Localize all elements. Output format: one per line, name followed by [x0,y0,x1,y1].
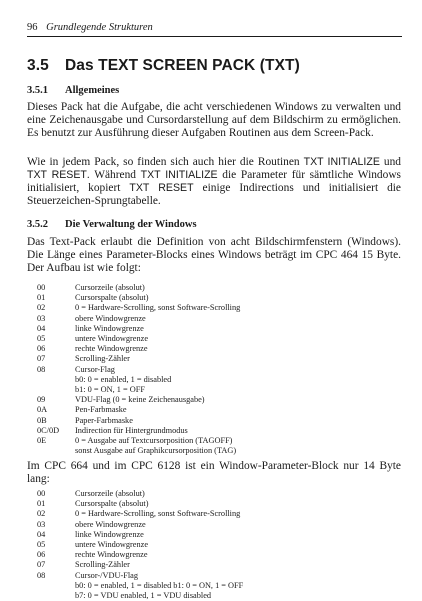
list-item [37,375,402,385]
parameter-list-cpc464 [37,283,402,456]
subsection-heading-allgemeines [27,85,119,96]
offset-code [37,581,75,591]
offset-code: 00 [37,489,46,498]
list-item [37,540,402,550]
offset-description: Pen-Farbmaske [75,405,127,415]
list-item [37,520,402,530]
offset-code [37,375,75,385]
offset-code: 04 [37,323,46,333]
list-item [37,571,402,581]
list-item [37,489,402,499]
list-item [37,405,402,415]
paragraph-intro: Dieses Pack hat die Aufgabe, die acht verschiedenen Windows zu verwalten und eine Zeichenausgabe und Cursordarstellung auf dem Bildschirm zu ermöglichen. Es benutzt zur Ausführung dieser Aufgaben Routinen aus dem Screen-Pack. [27,101,401,139]
offset-description: obere Windowgrenze [75,313,146,323]
section-heading [27,57,407,75]
offset-code: 06 [37,550,46,560]
list-item [37,303,402,313]
offset-code: 07 [37,560,46,570]
offset-code: 02 [37,303,46,313]
offset-code: 03 [37,313,46,323]
list-item [37,509,402,519]
parameter-list-cpc664-6128 [37,489,402,601]
offset-description: 0 = Hardware-Scrolling, sonst Software-Scrolling [75,303,241,313]
routine-name: TXT INITIALIZE [303,156,380,168]
list-item [37,293,402,303]
list-item [37,344,402,354]
paragraph-routines [27,156,401,208]
offset-description: Cursorzeile (absolut) [75,283,145,292]
routine-name: TXT RESET [129,182,194,194]
offset-code: 04 [37,529,46,539]
offset-code: 05 [37,334,46,344]
offset-code: 08 [37,364,46,374]
offset-code: 0A [37,405,48,415]
offset-description: 0 = Ausgabe auf Textcursorposition (TAGOFF) [75,436,233,446]
offset-description: obere Windowgrenze [75,519,146,529]
offset-code: 01 [37,499,46,509]
paragraph-parameter-block: Das Text-Pack erlaubt die Definition von acht Bildschirmfenstern (Windows). Die Länge eines Parameter-Blocks eines Windows beträgt im CPC 464 15 Byte. Der Aufbau ist wie folgt: [27,236,401,274]
text-run: . Während [86,169,141,181]
offset-code [37,385,75,395]
offset-code: 0C/0D [37,425,60,435]
offset-description: rechte Windowgrenze [75,344,148,354]
list-item [37,560,402,570]
offset-description: Cursor-Flag [75,364,115,374]
list-item [37,385,402,395]
text-run: und [379,156,401,168]
list-item [37,530,402,540]
offset-description: Cursor-/VDU-Flag [75,570,138,580]
list-item [37,591,402,601]
offset-description: Indirection für Hintergrundmodus [75,425,188,435]
offset-code: 05 [37,540,46,550]
paragraph-cpc664-6128: Im CPC 664 und im CPC 6128 ist ein Window-Parameter-Block nur 14 Byte lang: [27,460,401,485]
running-header [27,22,402,37]
offset-description: rechte Windowgrenze [75,550,148,560]
text-run: die Parameter für sämtliche Windows initialisiert, kopiert [27,169,401,194]
list-item [37,365,402,375]
list-item [37,550,402,560]
subsection-heading-windows [27,219,197,230]
offset-description: b7: 0 = VDU enabled, 1 = VDU disabled [75,591,212,601]
offset-description: Cursorspalte (absolut) [75,499,149,509]
routine-name: TXT RESET [27,169,87,181]
offset-description: sonst Ausgabe auf Graphikcursorposition (TAG) [75,446,237,456]
list-item [37,324,402,334]
offset-description: 0 = Hardware-Scrolling, sonst Software-Scrolling [75,509,241,519]
list-item [37,416,402,426]
subsection-title: Die Verwaltung der Windows [65,219,197,230]
offset-code: 07 [37,354,46,364]
offset-code: 09 [37,395,46,405]
offset-description: Scrolling-Zähler [75,354,130,364]
offset-description: VDU-Flag (0 = keine Zeichenausgabe) [75,395,205,405]
subsection-number: 3.5.2 [27,219,48,230]
list-item [37,283,402,293]
offset-description: Paper-Farbmaske [75,415,133,425]
offset-description: untere Windowgrenze [75,334,149,344]
list-item [37,426,402,436]
offset-description: linke Windowgrenze [75,529,144,539]
list-item [37,354,402,364]
offset-description: b0: 0 = enabled, 1 = disabled [75,374,172,384]
offset-description: Cursorzeile (absolut) [75,489,145,498]
subsection-title: Allgemeines [65,85,120,96]
offset-code: 00 [37,283,46,292]
subsection-number: 3.5.1 [27,85,48,96]
offset-code: 01 [37,293,46,303]
offset-description: b0: 0 = enabled, 1 = disabled b1: 0 = ON, 1 = OFF [75,580,244,590]
offset-code [37,446,75,456]
list-item [37,436,402,446]
offset-code: 08 [37,570,46,580]
offset-code [37,591,75,601]
offset-description: Scrolling-Zähler [75,560,130,570]
offset-code: 02 [37,509,46,519]
section-number: 3.5 [27,57,49,74]
offset-code: 03 [37,519,46,529]
list-item [37,499,402,509]
list-item [37,581,402,591]
offset-code: 0B [37,415,47,425]
offset-description: b1: 0 = ON, 1 = OFF [75,385,145,395]
offset-code: 06 [37,344,46,354]
offset-description: linke Windowgrenze [75,323,144,333]
running-title: Grundlegende Strukturen [46,22,153,33]
list-item [37,395,402,405]
offset-description: Cursorspalte (absolut) [75,293,149,303]
routine-name: TXT INITIALIZE [140,169,218,181]
list-item [37,446,402,456]
list-item [37,334,402,344]
list-item [37,314,402,324]
page-number: 96 [27,22,38,33]
offset-description: untere Windowgrenze [75,540,149,550]
text-run: einige Indirections und initialisiert die Steuerzeichen-Sprungtabelle. [27,182,401,207]
text-run: Wie in jedem Pack, so finden sich auch hier die Routinen [27,156,304,168]
section-title: Das TEXT SCREEN PACK (TXT) [65,57,300,74]
offset-code: 0E [37,436,47,446]
